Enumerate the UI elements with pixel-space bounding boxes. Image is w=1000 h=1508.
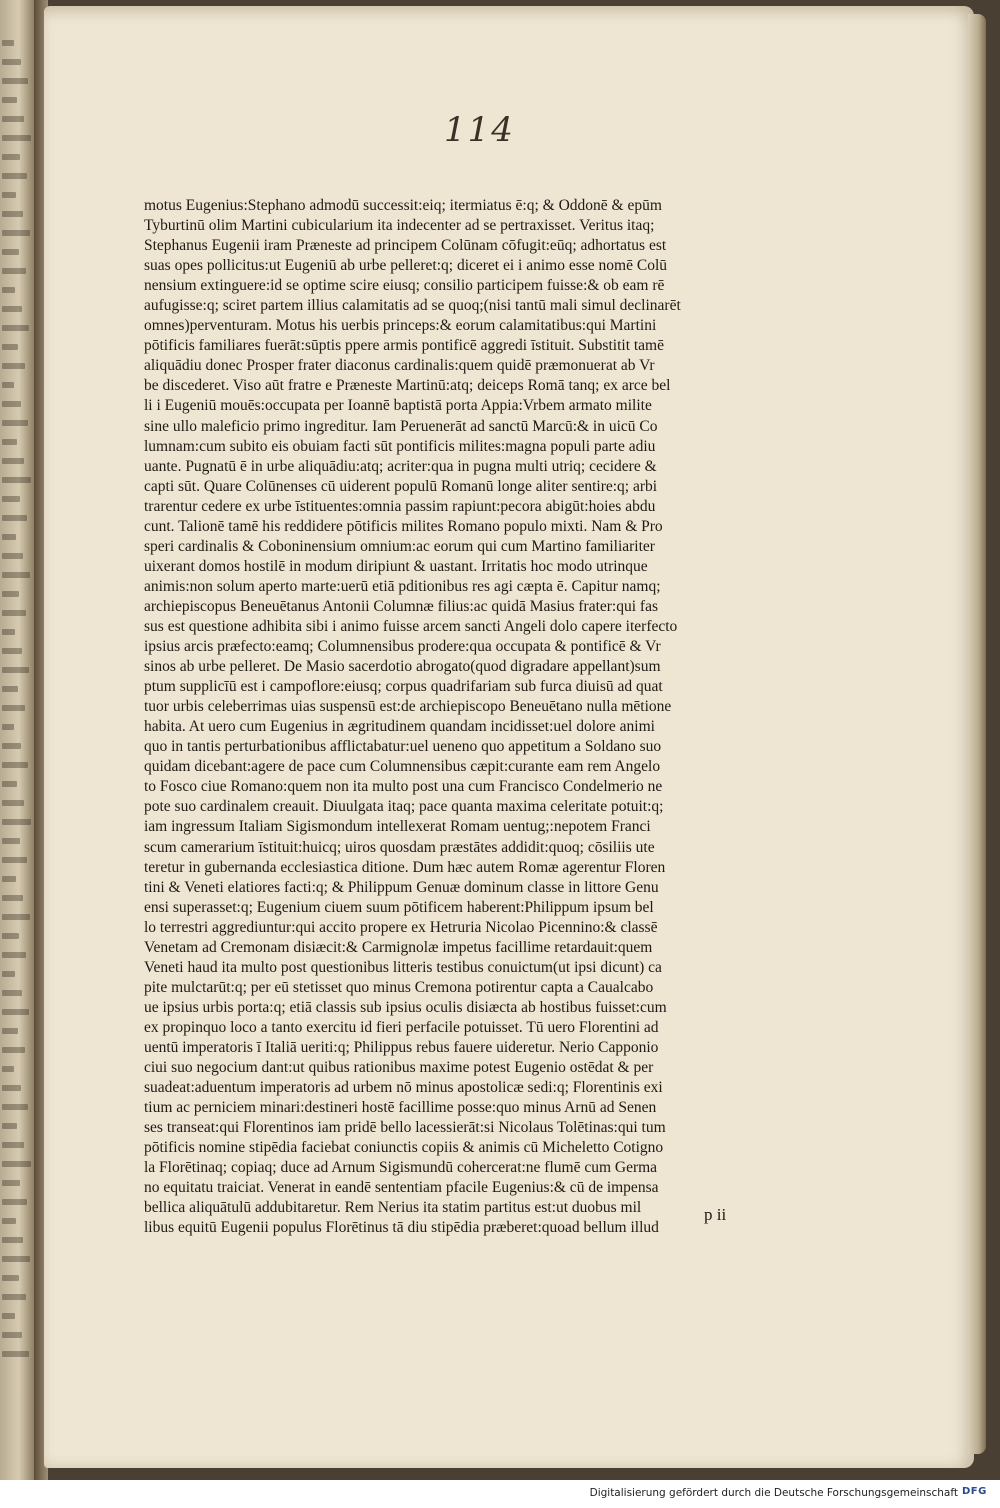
facing-page-text-fragment <box>2 1332 22 1338</box>
text-line: uixerant domos hostilē in modum diripiunt & uastant. Irritatis hoc modo utrinque <box>144 557 648 575</box>
folio-number: 114 <box>444 110 515 150</box>
facing-page-text-fragment <box>2 762 28 768</box>
text-line: suas opes pollicitus:ut Eugeniū ab urbe pelleret:q; diceret ei i animo esse nomē Colū <box>144 257 667 275</box>
facing-page-text-fragment <box>2 401 21 407</box>
facing-page-text-fragment <box>2 306 22 312</box>
facing-page-text-fragment <box>2 1142 24 1148</box>
facing-page-text-fragment <box>2 857 27 863</box>
text-line: lumnam:cum subito eis obuiam facti sūt pontificis milites:magna populi parte adiu <box>144 437 656 455</box>
text-line: Stephanus Eugenii iram Præneste ad principem Colūnam cōfugit:eūq; adhortatus est <box>144 237 667 255</box>
facing-page-text-fragment <box>2 287 15 293</box>
facing-page-text-fragment <box>2 591 19 597</box>
facing-page-text-fragment <box>2 1313 15 1319</box>
facing-page-text-fragment <box>2 230 30 236</box>
text-line: sine ullo maleficio primo ingreditur. Iam Peruenerāt ad sanctū Marcū:& in uicū Co <box>144 417 658 435</box>
facing-page-text-fragment <box>2 325 29 331</box>
facing-page-text-fragment <box>2 629 15 635</box>
text-line: ensi superasset:q; Eugenium ciuem suum pōtificem haberent:Philippum ipsum bel <box>144 898 654 916</box>
text-block <box>144 196 784 1238</box>
text-line: ue ipsius urbis porta:q; etiā classis sub ipsius oculis disiæcta ab hostibus fuisset:cum <box>144 998 667 1016</box>
text-line: uante. Pugnatū ē in urbe aliquādiu:atq; acriter:qua in pugna multi utriq; cecidere & <box>144 457 657 475</box>
facing-page-text-fragment <box>2 40 14 46</box>
facing-page-text-fragment <box>2 97 17 103</box>
text-line: ses transeat:qui Florentinos iam pridē bello lacessierāt:si Nicolaus Tolētinas:qui tum <box>144 1119 666 1137</box>
facing-page-text-fragment <box>2 135 31 141</box>
facing-page-text-fragment <box>2 249 19 255</box>
text-line: motus Eugenius:Stephano admodū successit:eiq; itermiatus ē:q; & Oddonē & epūm <box>144 197 662 214</box>
text-line: habita. At uero cum Eugenius in ægritudinem quandam incidisset:uel dolore animi <box>144 718 655 736</box>
text-line: bellica aliquātulū addubitaretur. Rem Nerius ita statim partitus est:ut duobus mil <box>144 1199 642 1217</box>
facing-page-text-fragment <box>2 59 21 65</box>
facing-page-text-fragment <box>2 781 17 787</box>
facing-page-text-fragment <box>2 819 31 825</box>
facing-page-text-fragment <box>2 952 26 958</box>
facing-page-text-fragment <box>2 553 23 559</box>
text-line: to Fosco ciue Romano:quem non ita multo post una cum Francisco Condelmerio ne <box>144 778 663 796</box>
facing-page-text-fragment <box>2 1199 27 1205</box>
text-line: tini & Veneti elatiores facti:q; & Philippum Genuæ dominum classe in littore Genu <box>144 878 659 896</box>
facing-page-text-fragment <box>2 914 30 920</box>
facing-page-text-fragment <box>2 933 19 939</box>
text-line: tuor urbis celeberrimas uias suspensū est:de archiepiscopo Beneuētano nulla mētione <box>144 698 672 716</box>
text-line: Veneti haud ita multo post questionibus litteris testibus conuictum(ut ipsi dicunt) ca <box>144 958 662 976</box>
facing-page-text-fragment <box>2 990 22 996</box>
text-line: uentū imperatoris ī Italiā ueriti:q; Philippus rebus fauere uideretur. Nerio Capponio <box>144 1038 659 1056</box>
text-line: ciui suo negocium dant:ut quibus rationibus maxime potest Eugenio ostēdat & per <box>144 1059 654 1077</box>
facing-page-text-fragment <box>2 895 23 901</box>
text-line: sus est questione adhibita sibi i animo fuisse arcem sancti Angeli dolo capere iterfecto <box>144 617 678 635</box>
facing-page-text-fragment <box>2 1104 28 1110</box>
text-line: scum camerarium īstituit:huicq; uiros quosdam præstātes addidit:quoq; cōsiliis ute <box>144 838 655 856</box>
text-line: la Florētinaq; copiaq; duce ad Arnum Sigismundū cohercerat:ne flumē cum Germa <box>144 1159 658 1177</box>
facing-page-text-fragment <box>2 743 21 749</box>
text-line: no equitatu traiciat. Venerat in eandē sententiam pfacile Eugenius:& cū de impensa <box>144 1179 659 1197</box>
text-line: ptum supplicīū est i campoflore:eiusq; corpus quadrifariam sub furca diuisū ad quat <box>144 678 663 696</box>
facing-page-text-fragment <box>2 154 20 160</box>
facing-page-text-fragment <box>2 648 22 654</box>
text-line: trarentur cedere ex urbe īstituentes:omnia passim rapiunt:pecora abigūt:hoies abdu <box>144 497 656 515</box>
facing-page-text-fragment <box>2 1047 25 1053</box>
text-line: capti sūt. Quare Colūnenses cū uiderent populū Romanū longe aliter sentire:q; arbi <box>144 477 658 495</box>
facing-page-text-fragment <box>2 876 16 882</box>
text-line: libus equitū Eugenii populus Florētinus tā diu stipēdia præberet:quoad bellum illud <box>144 1219 659 1237</box>
facing-page-text-fragment <box>2 572 30 578</box>
facing-page-text-fragment <box>2 1085 21 1091</box>
text-line: tium ac perniciem minari:destineri hostē facillime posse:quo minus Arnū ad Senen <box>144 1099 657 1117</box>
facing-page-text-fragment <box>2 1180 20 1186</box>
facing-page-text-fragment <box>2 705 25 711</box>
text-line: speri cardinalis & Coboninensium omnium:ac eorum qui cum Martino familiariter <box>144 537 655 555</box>
facing-page-text-fragment <box>2 268 26 274</box>
facing-page-text-fragment <box>2 458 24 464</box>
facing-page-text-fragment <box>2 1161 31 1167</box>
text-line: quo in tantis perturbationibus afflictabatur:uel ueneno quo appetitum a Soldano suo <box>144 738 662 756</box>
facing-page-text-fragment <box>2 724 14 730</box>
facing-page-text-fragment <box>2 800 24 806</box>
facing-page-text-fragment <box>2 211 23 217</box>
facing-page-text-fragment <box>2 1218 16 1224</box>
facing-page-text-fragment <box>2 363 25 369</box>
facing-page-text-fragment <box>2 1237 23 1243</box>
text-line: quidam dicebant:agere de pace cum Columnensibus cæpit:curante eam rem Angelo <box>144 758 661 776</box>
text-line: iam ingressum Italiam Sigismondum intellexerat Romam uentug;:nepotem Franci <box>144 818 651 836</box>
text-line: pōtificis nomine stipēdia faciebat coniunctis copiis & animis cū Micheletto Cotigno <box>144 1139 664 1157</box>
facing-page-text-fragment <box>2 838 20 844</box>
book-page <box>44 6 974 1468</box>
text-line: Tyburtinū olim Martini cubicularium ita indecenter ad se pertraxisset. Veritus itaq; <box>144 217 655 235</box>
facing-page-text-fragment <box>2 1275 19 1281</box>
text-line: ipsius arcis præfecto:eamq; Columnensibus prodere:qua occupata & pontificē & Vr <box>144 638 661 656</box>
text-line: sinos ab urbe pelleret. De Masio sacerdotio abrogato(quod digradare appellant)sum <box>144 658 661 676</box>
facing-page-text-fragment <box>2 173 27 179</box>
facing-page-text-fragment <box>2 534 16 540</box>
text-line: Venetam ad Cremonam disiæcit:& Carmignolæ impetus facillime retardauit:quem <box>144 938 653 956</box>
text-line: pōtificis familiares fuerāt:sūptis ppere armis pontificē aggredi īstituit. Substitit tamē <box>144 337 664 355</box>
facing-page-text-fragment <box>2 382 14 388</box>
dfg-logo: DFG <box>962 1486 987 1497</box>
facing-page-text-fragment <box>2 78 28 84</box>
facing-page-text-fragment <box>2 610 26 616</box>
text-line: nensium extinguere:id se optime scire eiusq; consilio participem fuisse:& ob eam rē <box>144 277 665 295</box>
page-fore-edge <box>968 14 986 1454</box>
text-line: aufugisse:q; sciret partem illius calamitatis ad se quoq;(nisi tantū mali simul declinarēt <box>144 297 681 315</box>
facing-page-text-fragment <box>2 477 31 483</box>
facing-page-text-fragment <box>2 1066 14 1072</box>
text-line: aliquādiu donec Prosper frater diaconus cardinalis:quem quidē præmonuerat ab Vr <box>144 357 655 375</box>
facing-page-text-fragment <box>2 439 17 445</box>
facing-page-text-fragment <box>2 1256 30 1262</box>
facing-page-text-fragment <box>2 1009 29 1015</box>
facing-page-text-fragment <box>2 971 15 977</box>
text-line: teretur in gubernanda ecclesiastica ditione. Dum hæc autem Romæ agerentur Floren <box>144 858 666 876</box>
text-line: ex propinquo loco a tanto exercitu id fieri perfacile potuisset. Tū uero Florentini ad <box>144 1018 659 1036</box>
facing-page-text-fragment <box>2 344 18 350</box>
text-line: be discederet. Viso aūt fratre e Præneste Martinū:atq; deiceps Romā tanq; ex arce bel <box>144 377 671 395</box>
text-line: cunt. Talionē tamē his reddidere pōtificis milites Romano populo mixti. Nam & Pro <box>144 517 663 535</box>
text-line: pote suo cardinalem creauit. Diuulgata itaq; pace quanta maxima celeritate potuit:q; <box>144 798 664 816</box>
facing-page-text-fragment <box>2 515 27 521</box>
facing-page-text-fragment <box>2 420 28 426</box>
text-line: omnes)perventuram. Motus his uerbis princeps:& eorum calamitatibus:qui Martini <box>144 317 657 335</box>
text-line: lo terrestri aggrediuntur:qui accito propere ex Hetruria Nicolao Picennino:& classē <box>144 918 658 936</box>
text-line: archiepiscopus Beneuētanus Antonii Columnæ filius:ac quidā Masius frater:qui fas <box>144 597 658 615</box>
facing-page-text-fragment <box>2 116 24 122</box>
text-line: animis:non solum aperto marte:uerū etiā pditionibus res agi cæpta ē. Capitur namq; <box>144 577 661 595</box>
facing-page-text-fragment <box>2 1351 29 1357</box>
facing-page-text-fragment <box>2 192 16 198</box>
facing-page-text-fragment <box>2 1123 17 1129</box>
facing-page-text-fragment <box>2 667 29 673</box>
facing-page-text-fragment <box>2 496 20 502</box>
facing-page-edge <box>0 0 34 1480</box>
facing-page-text-fragment <box>2 686 18 692</box>
footer-credit: Digitalisierung gefördert durch die Deutsche Forschungsgemeinschaft <box>589 1487 958 1499</box>
facing-page-text-fragment <box>2 1028 18 1034</box>
text-line: pite mulctarūt:q; per eū stetisset quo minus Cremona potirentur capta a Caualcabo <box>144 978 654 996</box>
signature-mark: p ii <box>704 1205 727 1224</box>
footer-bar <box>0 1480 1000 1508</box>
text-line: suadeat:aduentum imperatoris ad urbem nō minus apostolicæ sedi:q; Florentinis exi <box>144 1079 663 1097</box>
text-line: li i Eugeniū mouēs:occupata per Ioannē baptistā porta Appia:Vrbem armato milite <box>144 397 652 415</box>
facing-page-text-fragment <box>2 1294 26 1300</box>
